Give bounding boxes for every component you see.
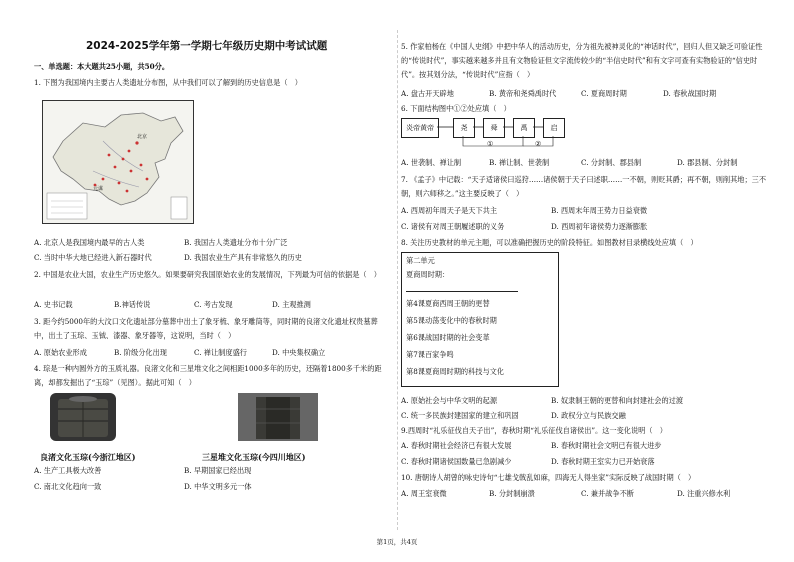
period-label: 夏商周时期： [406, 270, 450, 279]
q3-option-d: D. 中央集权确立 [272, 348, 326, 357]
q4-option-c: C. 南北文化趋向一致 [34, 482, 102, 491]
q10-option-d: D. 注重兴修水利 [677, 489, 731, 498]
q5-option-a: A. 盘古开天辟地 [401, 89, 454, 98]
q4-caption-liangzhu: 良渚文化玉琮(今浙江地区) [40, 452, 136, 462]
flow-mark-1: ① [487, 139, 494, 148]
q7-option-c: C. 诸侯有对周王朝履述职的义务 [401, 222, 505, 231]
q3-option-a: A. 原始农业形成 [34, 348, 87, 357]
q2-stem: 2. 中国是农业大国，农业生产历史悠久。如果要研究我国原始农业的发展情况，下列最为可信的依据是（ ） [34, 270, 381, 279]
q2-option-c: C. 考古发现 [194, 300, 233, 309]
lesson-5: 第5课动荡变化中的春秋时期 [406, 316, 497, 325]
q9-option-a: A. 春秋时期社会经济已有很大发展 [401, 441, 512, 450]
q4-stem: 4. 琮是一种内圆外方的玉质礼器。良渚文化和三星堆文化之间相距1000多年的历史，还隔着1800多千米的距离，却都发掘出了“玉琮”（见图）。据此可知（ ） [34, 364, 382, 387]
q3-option-b: B. 阶级分化出现 [114, 348, 167, 357]
column-divider [397, 30, 398, 530]
q1-option-d: D. 我国农业生产具有非常悠久的历史 [184, 253, 302, 262]
q6-option-a: A. 世袭制、禅让制 [401, 158, 462, 167]
q7-stem: 7. 《孟子》中记载：“天子适诸侯曰巡狩……诸侯朝于天子曰述职……一不朝，则贬其爵；再不朝，则削其地；三不朝，则六师移之。”这主要反映了（ ） [401, 175, 767, 198]
ancient-sites-map [42, 100, 194, 224]
lesson-8: 第8课夏商周时期的科技与文化 [406, 367, 505, 376]
q10-option-b: B. 分封制崩溃 [489, 489, 535, 498]
q5-stem: 5. 作家柏杨在《中国人史纲》中把中华人的活动历史，分为祖先被神灵化的“神话时代”，回归人但又缺乏可验证性的“传说时代”，事实越来越多并且有文物验证但文字流传较少的“半信史时代”和有文字可查有实物验证的“信史时代”。按其划分法，“传说时代”应指（ ） [401, 42, 763, 79]
section-heading: 一、单选题：本大题共25小题，共50分。 [34, 62, 170, 71]
q2-option-b: B.神话传说 [114, 300, 151, 309]
q1-option-a: A. 北京人是我国境内最早的古人类 [34, 238, 145, 247]
flow-node-yao: 尧 [453, 118, 475, 138]
q3-option-c: C. 禅让制度盛行 [194, 348, 247, 357]
q8-stem: 8. 关注历史教材的单元主题，可以准确把握历史的阶段特征。如图教材目录横线处应填（ ） [401, 238, 698, 247]
map-label-yuanmou: 元谋 [93, 186, 104, 192]
china-map-icon [43, 101, 193, 223]
flow-node-qi: 启 [543, 118, 565, 138]
q1-option-b: B. 我国古人类遗址分布十分广泛 [184, 238, 288, 247]
blank-line [406, 291, 518, 292]
q9-option-c: C. 春秋时期诸侯国数量已急剧减少 [401, 457, 512, 466]
q5-option-c: C. 夏商周时期 [581, 89, 627, 98]
q9-option-b: B. 春秋时期社会文明已有很大进步 [551, 441, 662, 450]
q9-option-d: D. 春秋时期王室实力已开始衰落 [551, 457, 655, 466]
q8-option-b: B. 奴隶制王朝的更替和向封建社会的过渡 [551, 396, 684, 405]
flow-mark-2: ② [535, 139, 542, 148]
flow-arrows [401, 118, 571, 154]
lesson-6: 第6课战国时期的社会变革 [406, 333, 490, 342]
q4-option-b: B. 早期国家已经出现 [184, 466, 252, 475]
page-footer: 第1页，共4页 [376, 538, 418, 546]
q7-option-b: B. 西周末年周王势力日益衰微 [551, 206, 648, 215]
jade-cong-icon [50, 393, 116, 441]
q1-option-c: C. 当时中华大地已经进入新石器时代 [34, 253, 152, 262]
lesson-7: 第7课百家争鸣 [406, 350, 454, 359]
q7-option-d: D. 西周初年诸侯势力逐渐膨胀 [551, 222, 648, 231]
q5-option-b: B. 黄帝和尧舜禹时代 [489, 89, 557, 98]
q6-option-c: C. 分封制、郡县制 [581, 158, 642, 167]
liangzhu-jade-cong-image [50, 393, 116, 441]
q8-option-d: D. 政权分立与民族交融 [551, 411, 626, 420]
q8-option-c: C. 统一多民族封建国家的建立和巩固 [401, 411, 519, 420]
q4-option-d: D. 中华文明多元一体 [184, 482, 252, 491]
flow-node-shun: 舜 [483, 118, 505, 138]
q10-option-c: C. 兼并战争不断 [581, 489, 634, 498]
q7-option-a: A. 西周初年周天子是天下共主 [401, 206, 498, 215]
lesson-4: 第4课夏商西周王朝的更替 [406, 299, 490, 308]
unit-label: 第二单元 [406, 256, 435, 265]
textbook-contents-box [401, 252, 559, 387]
q10-stem: 10. 唐朝诗人胡曾的咏史诗句“七雄戈戟乱如麻，四海无人得坐家”实际反映了战国时期（ ） [401, 473, 696, 482]
flow-node-yu: 禹 [513, 118, 535, 138]
flow-node-yandi-huangdi: 炎帝黄帝 [401, 118, 439, 138]
q4-caption-sanxingdui: 三星堆文化玉琮(今四川地区) [202, 452, 306, 462]
q9-stem: 9.西周时“礼乐征伐自天子出”，春秋时期“礼乐征伐自诸侯出”。这一变化说明（ ） [401, 426, 667, 435]
q2-option-a: A. 史书记载 [34, 300, 73, 309]
sanxingdui-jade-cong-image [238, 393, 318, 441]
jade-cong-icon-2 [238, 393, 318, 441]
map-label-beijing: 北京 [137, 134, 148, 140]
q5-option-d: D. 春秋战国时期 [663, 89, 717, 98]
page-title: 2024-2025学年第一学期七年级历史期中考试试题 [86, 40, 328, 52]
q1-stem: 1. 下图为我国境内主要古人类遗址分布图，从中我们可以了解到的历史信息是（ ） [34, 78, 302, 87]
q10-option-a: A. 周王室衰微 [401, 489, 447, 498]
q3-stem: 3. 距今约5000年的大汶口文化遗址部分墓葬中出土了象牙梳、象牙雕筒等，同时期的良渚文化遗址权贵墓葬中，出土了玉琮、玉钺、漆器、象牙器等，这说明，当时（ ） [34, 317, 378, 340]
q6-option-b: B. 禅让制、世袭制 [489, 158, 550, 167]
q2-option-d: D. 主观推测 [272, 300, 311, 309]
q4-option-a: A. 生产工具极大改善 [34, 466, 102, 475]
q6-option-d: D. 郡县制、分封制 [677, 158, 738, 167]
q8-option-a: A. 原始社会与中华文明的起源 [401, 396, 498, 405]
q6-stem: 6. 下面结构图中①②处应填（ ） [401, 104, 511, 113]
